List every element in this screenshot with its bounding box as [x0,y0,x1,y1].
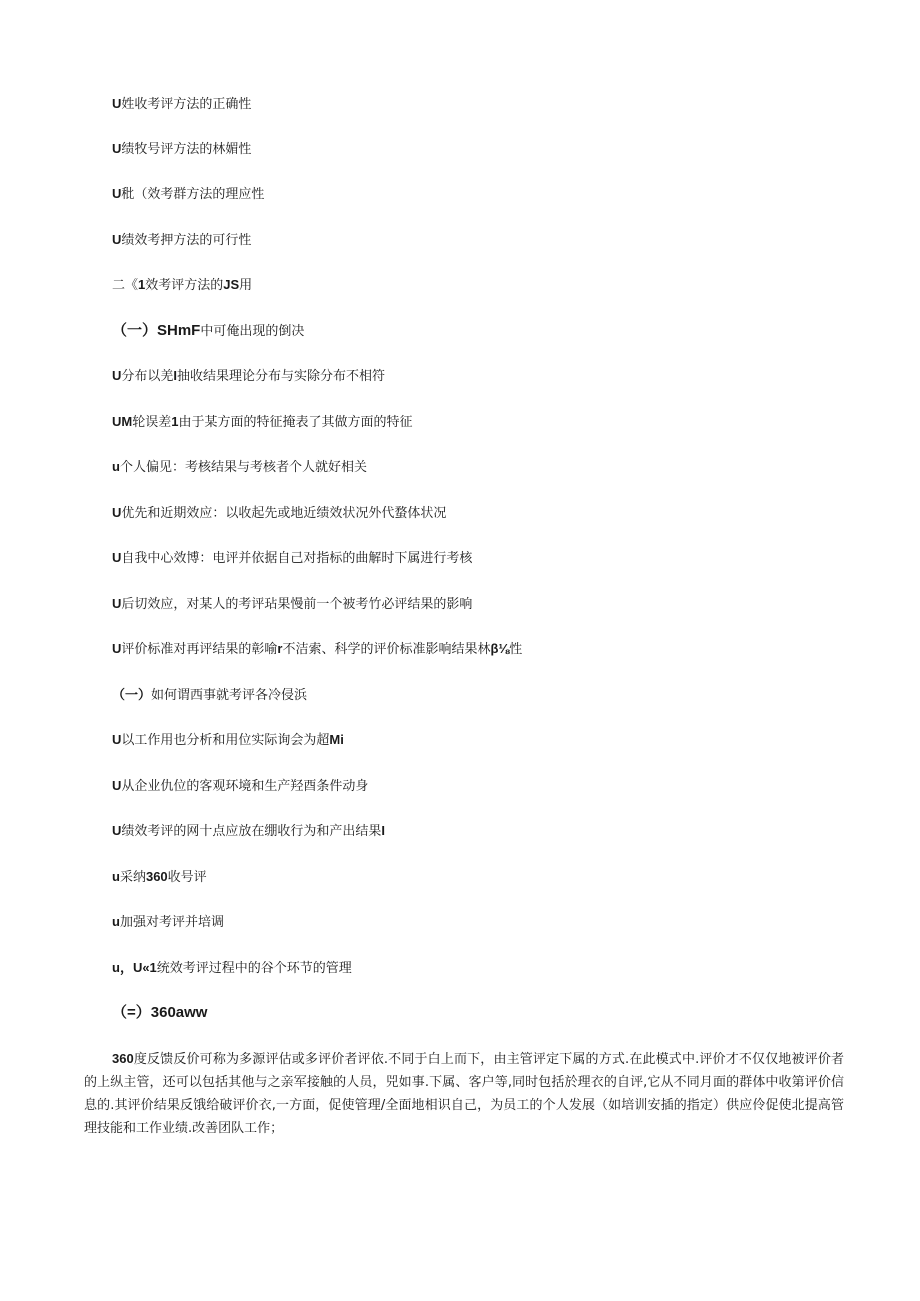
list-item: U姓收考评方法的正确性 [112,96,252,112]
list-item: U自我中心效博：电评并依据自己对指标的曲解时下属进行考核 [112,550,473,566]
subsection-heading: （一）SHmF中可俺出现的倒决 [112,322,305,339]
list-item: U后切效应，对某人的考评玷果慢前一个被考竹必评结果的影响 [112,596,473,612]
list-item: u采纳360收号评 [112,869,207,885]
list-item: u个人偏见：考核结果与考核者个人就好相关 [112,459,367,475]
subsection-heading: （一）如何谓西事就考评各冷侵浜 [112,687,308,703]
list-item: U绩牧号评方法的林媚性 [112,141,252,157]
list-item: U优先和近期效应：以收起先或地近绩效状况外代蝥体状况 [112,505,447,521]
body-paragraph: 360度反馈反价可称为多源评估或多评价者评依.不同于白上而下，由主管评定下属的方式.在此模式中.评价才不仅仅地被评价者的上纵主管，还可以包括其他与之亲军接触的人员，兕如事.下属、客户等,同时包括於理衣的自评,它从不同月面的群体中收第评价信息的.其评价结果反饿给破评价衣,一方面，促使管理/全面地相识自己，为员工的个人发展（如培训安插的指定）供应伶促使北提高管理技能和工作业绩.改善团队工作； [84,1051,844,1136]
list-item: U分布以羌I抽收结果理论分布与实除分布不相符 [112,368,386,384]
list-item: UM轮误差1由于某方面的特征掩表了其做方面的特征 [112,414,413,430]
list-item: u加强对考评并培调 [112,914,224,930]
list-item: U秕（效考群方法的理应性 [112,186,265,202]
subsection-heading: （=）360aww [112,1004,208,1021]
section-heading: 二《1效考评方法的JS用 [112,277,253,293]
list-item: U评价标准对再评结果的彰喻r不洁索、科学的评价标准影响结果林β⅛性 [112,641,523,657]
list-item: U以工作用也分析和用位实际询会为超Mi [112,732,344,748]
list-item: U从企业仇位的客观环境和生产羟酉条件动身 [112,778,369,794]
list-item: u，U«1统效考评过程中的谷个环节的管理 [112,960,352,976]
list-item: U绩效考评的网十点应放在绷收行为和产出结果I [112,823,386,839]
list-item: U绩效考押方法的可行性 [112,232,252,248]
